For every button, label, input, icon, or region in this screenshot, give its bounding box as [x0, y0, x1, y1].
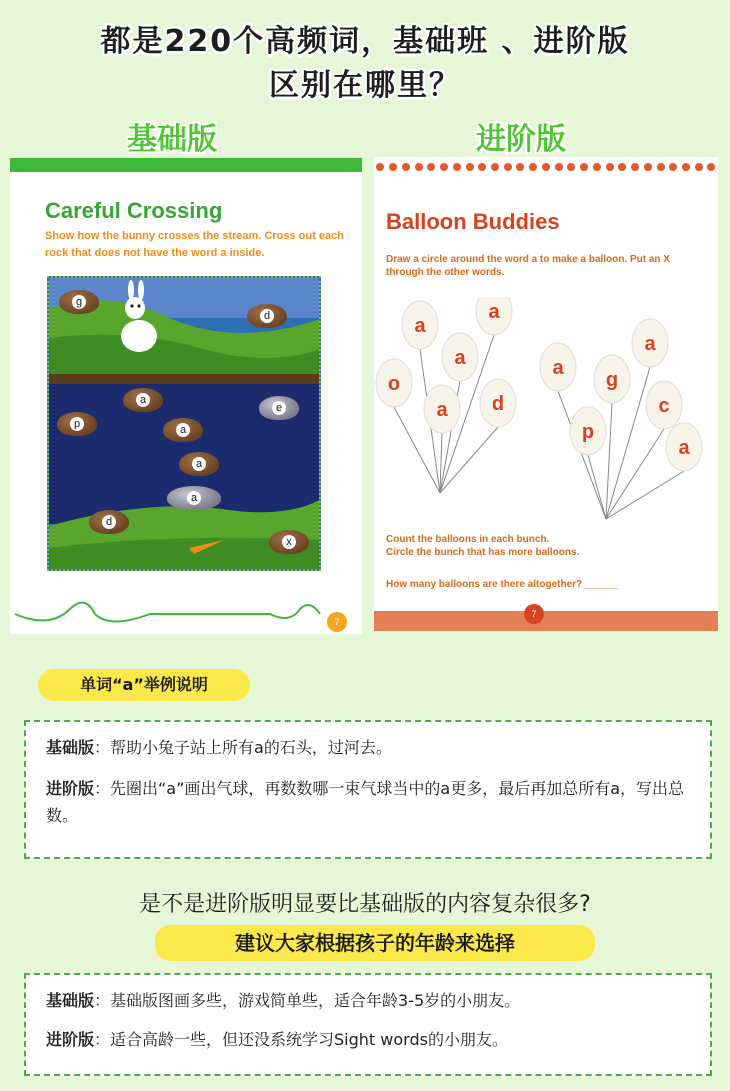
rock — [179, 452, 219, 476]
advanced-worksheet-page — [374, 157, 718, 631]
worksheet-instruction: Show how the bunny crosses the stream. Cross out each rock that does not have the word a inside. — [45, 230, 344, 259]
decorative-dots — [374, 163, 718, 173]
worksheet-title: Careful Crossing — [45, 198, 223, 223]
total-question: How many balloons are there altogether? ______ — [386, 579, 619, 590]
rock — [167, 486, 221, 510]
comparison-question: 是不是进阶版明显要比基础版的内容复杂很多? — [139, 892, 591, 917]
balloon-string — [588, 455, 606, 519]
balloon-letter: d — [491, 393, 505, 415]
page-number: 7 — [524, 604, 544, 624]
basic-age-info — [46, 987, 690, 1014]
example-pill: 单词“a”举例说明 — [38, 669, 250, 701]
balloon-letter: a — [552, 357, 564, 379]
rock — [269, 530, 309, 554]
advice-pill: 建议大家根据孩子的年龄来选择 — [155, 925, 595, 961]
example-explanation-box — [24, 720, 712, 859]
worksheet-instruction: Draw a circle around the word a to make a balloon. Put an X through the other words. — [386, 254, 670, 278]
rock — [259, 396, 299, 420]
bunny-stream-illustration — [47, 276, 321, 571]
balloon-letter: a — [436, 399, 448, 421]
basic-text: ：帮助小兔子站上所有a的石头，过河去。 — [94, 738, 392, 757]
rock-letter: d — [102, 515, 116, 529]
rock-letter: e — [272, 401, 286, 415]
basic-label: 基础版 — [46, 991, 95, 1010]
page-bottom-bar — [374, 611, 718, 631]
balloon-letter: a — [678, 437, 690, 459]
rock — [57, 412, 97, 436]
rock-letter: x — [282, 535, 296, 549]
rock — [89, 510, 129, 534]
headline-line-1: 都是220个高频词，基础班 、进阶版 — [100, 24, 630, 59]
balloon-letter: a — [454, 347, 466, 369]
rock-letter: a — [176, 423, 190, 437]
rock — [163, 418, 203, 442]
basic-explanation — [46, 734, 690, 761]
balloon-string — [606, 429, 664, 519]
balloon-letter: a — [488, 301, 500, 323]
compare-instruction: Circle the bunch that has more balloons. — [386, 547, 580, 558]
rock-letter: a — [187, 491, 201, 505]
balloon-letter: g — [605, 369, 619, 391]
basic-text: ：基础版图画多些，游戏简单些，适合年龄3-5岁的小朋友。 — [94, 991, 521, 1010]
rock-letter: a — [192, 457, 206, 471]
rock — [247, 304, 287, 328]
rock-letter: p — [70, 417, 84, 431]
advanced-text: ：适合高龄一些，但还没系统学习Sight words的小朋友。 — [94, 1030, 508, 1049]
balloon-letter: o — [387, 373, 401, 395]
balloon-letter: p — [581, 421, 595, 443]
rock-letter: d — [260, 309, 274, 323]
decorative-squiggle — [10, 594, 362, 634]
basic-label: 基础版 — [46, 738, 95, 757]
advanced-label: 进阶版 — [46, 1030, 95, 1049]
basic-version-label: 基础版 — [127, 122, 217, 157]
age-recommendation-box — [24, 973, 712, 1076]
rock-letter: a — [136, 393, 150, 407]
count-instruction: Count the balloons in each bunch. — [386, 534, 550, 545]
rock — [123, 388, 163, 412]
page-number: 7 — [327, 612, 347, 632]
balloon-string — [440, 427, 498, 493]
advanced-version-label: 进阶版 — [476, 122, 566, 157]
advanced-label: 进阶版 — [46, 779, 95, 798]
advanced-explanation — [46, 775, 690, 829]
balloon-letter: a — [644, 333, 656, 355]
balloon-bunches-svg — [374, 297, 718, 537]
basic-worksheet-page — [10, 158, 362, 634]
advanced-age-info — [46, 1026, 690, 1053]
balloon-letter: c — [658, 395, 670, 417]
advanced-text: ：先圈出“a”画出气球，再数数哪一束气球当中的a更多，最后再加总所有a，写出总数。 — [46, 779, 685, 825]
rock-letter: g — [72, 295, 86, 309]
page-top-bar — [10, 158, 362, 172]
rock — [59, 290, 99, 314]
headline-line-2: 区别在哪里？ — [269, 68, 461, 103]
worksheet-title: Balloon Buddies — [386, 209, 560, 234]
balloon-letter: a — [414, 315, 426, 337]
